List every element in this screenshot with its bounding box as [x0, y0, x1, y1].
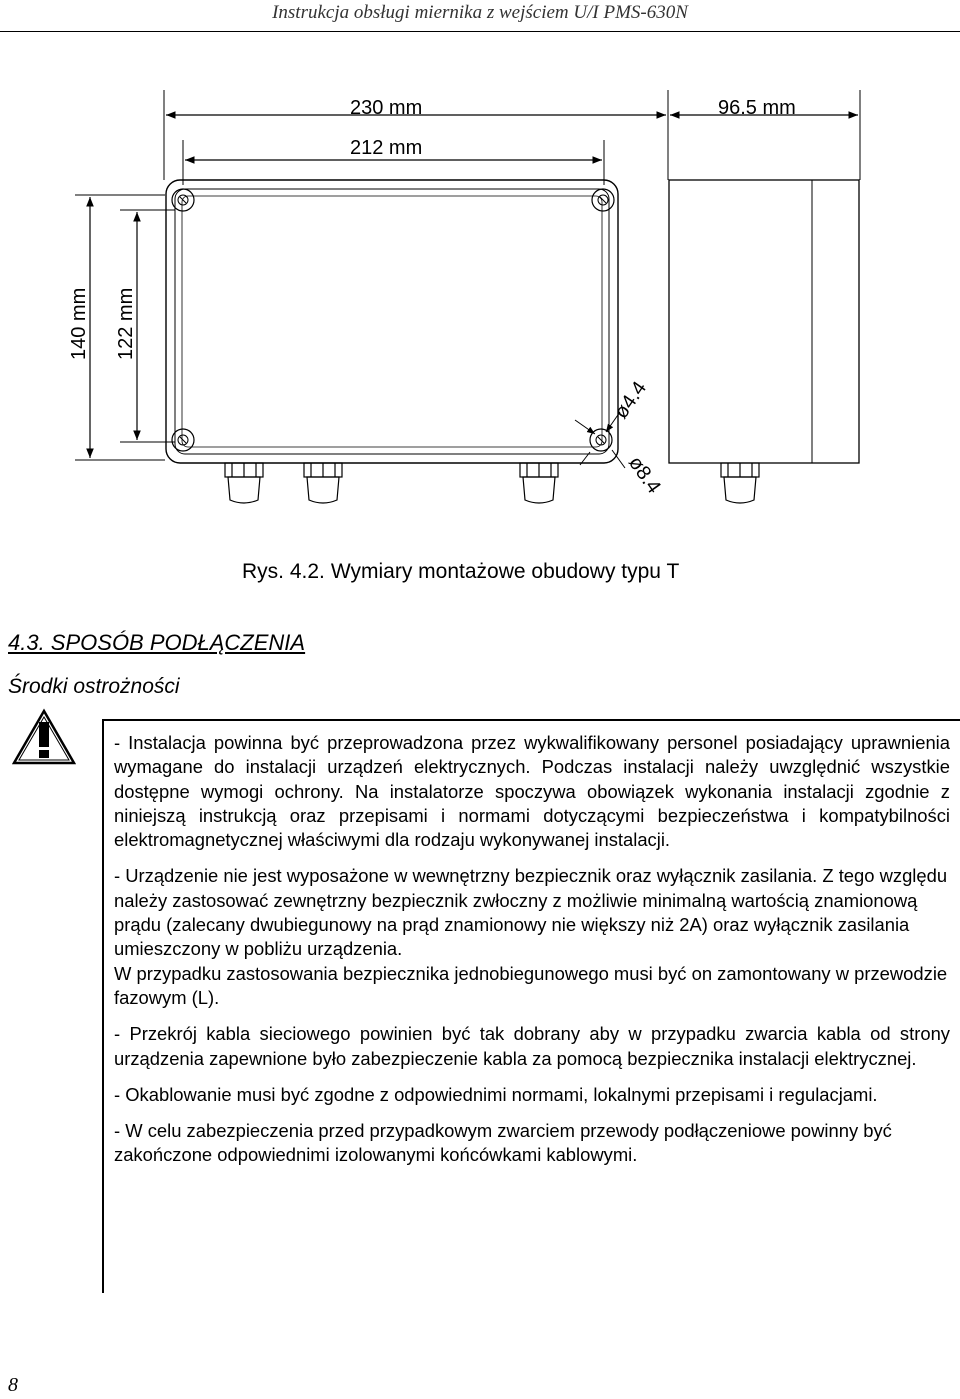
- dim-label-230: 230 mm: [350, 97, 423, 119]
- notice-paragraph-cabling-norms: - Okablowanie musi być zgodne z odpowiednimi normami, lokalnymi przepisami i regulacjami.: [114, 1083, 878, 1105]
- dim-label-96: 96.5 mm: [718, 97, 796, 119]
- page-number: 8: [8, 1374, 18, 1396]
- cable-gland-side: [721, 463, 759, 503]
- header-rule: [0, 31, 960, 32]
- exclamation-triangle-icon: [12, 708, 76, 766]
- enclosure-side-view: [669, 180, 859, 463]
- notice-paragraph-single-pole-fuse: W przypadku zastosowania bezpiecznika jednobiegunowego musi być on zamontowany w przewodzie fazowym (L).: [114, 962, 948, 1008]
- figure-caption-label: Rys. 4.2.: [242, 560, 325, 583]
- cable-gland-1: [225, 463, 263, 503]
- figure-caption: [242, 560, 685, 584]
- dim-label-hole-small: ø4.4: [610, 377, 652, 423]
- page-header: [0, 0, 960, 32]
- notice-paragraph-qualified-personnel: - Instalacja powinna być przeprowadzona przez wykwalifikowany personel posiadający uprawnienia wymagane do instalacji urządzeń elektrycznych. Podczas instalacji należy uwzględnić wszystkie dostępne wymogi ochrony. Na instalatorze spoczywa obowiązek wykonania instalacji zgodnie z niniejszą instrukcją oraz przepisami i normami dotyczącymi bezpieczeństwa i kompatybilności elektromagnetycznej właściwymi dla rodzaju wykonywanej instalacji.: [114, 732, 950, 851]
- notice-paragraph-fuse-switch: - Urządzenie nie jest wyposażone w wewnętrzny bezpiecznik oraz wyłącznik zasilania. Z tego względu należy zastosować zewnętrzny bezpiecznik zwłoczny z możliwie minimalną wartością znamionową prądu (zalecany dwubiegunowy na prąd znamionowy nie większy niż 2A) oraz wyłącznik zasilania umieszczony w pobliżu urządzenia.: [114, 865, 948, 960]
- cable-gland-2: [304, 463, 342, 503]
- extension-lines: [75, 90, 860, 460]
- dim-label-hole-large: ø8.4: [623, 452, 665, 498]
- safety-notice-box: [102, 719, 960, 1293]
- cable-gland-3: [520, 463, 558, 503]
- enclosure-front-view: [166, 180, 618, 463]
- section-subheading: Środki ostrożności: [8, 675, 180, 698]
- enclosure-dimension-drawing: [0, 60, 960, 580]
- cable-glands: [225, 463, 759, 503]
- mounting-hole-top-right: [592, 189, 614, 211]
- dimension-lines: [90, 115, 858, 458]
- dim-label-212: 212 mm: [350, 137, 423, 159]
- notice-paragraph-insulated-terminals: - W celu zabezpieczenia przed przypadkowym zwarciem przewody podłączeniowe powinny być zakończone odpowiednimi izolowanymi końcówkami kablowymi.: [114, 1120, 892, 1166]
- mounting-holes: [172, 189, 614, 451]
- section-heading: 4.3. SPOSÓB PODŁĄCZENIA: [8, 630, 306, 655]
- notice-paragraph-cable-cross-section: - Przekrój kabla sieciowego powinien być tak dobrany aby w przypadku zwarcia kabla od strony urządzenia zapewnione było zabezpieczenie kabla za pomocą bezpiecznika instalacji elektrycznej.: [114, 1023, 950, 1069]
- dim-label-140: 140 mm: [68, 287, 90, 360]
- dim-label-122: 122 mm: [115, 287, 137, 360]
- figure-caption-text: Wymiary montażowe obudowy typu T: [330, 560, 680, 583]
- header-title: Instrukcja obsługi miernika z wejściem U/I PMS-630N: [272, 2, 688, 23]
